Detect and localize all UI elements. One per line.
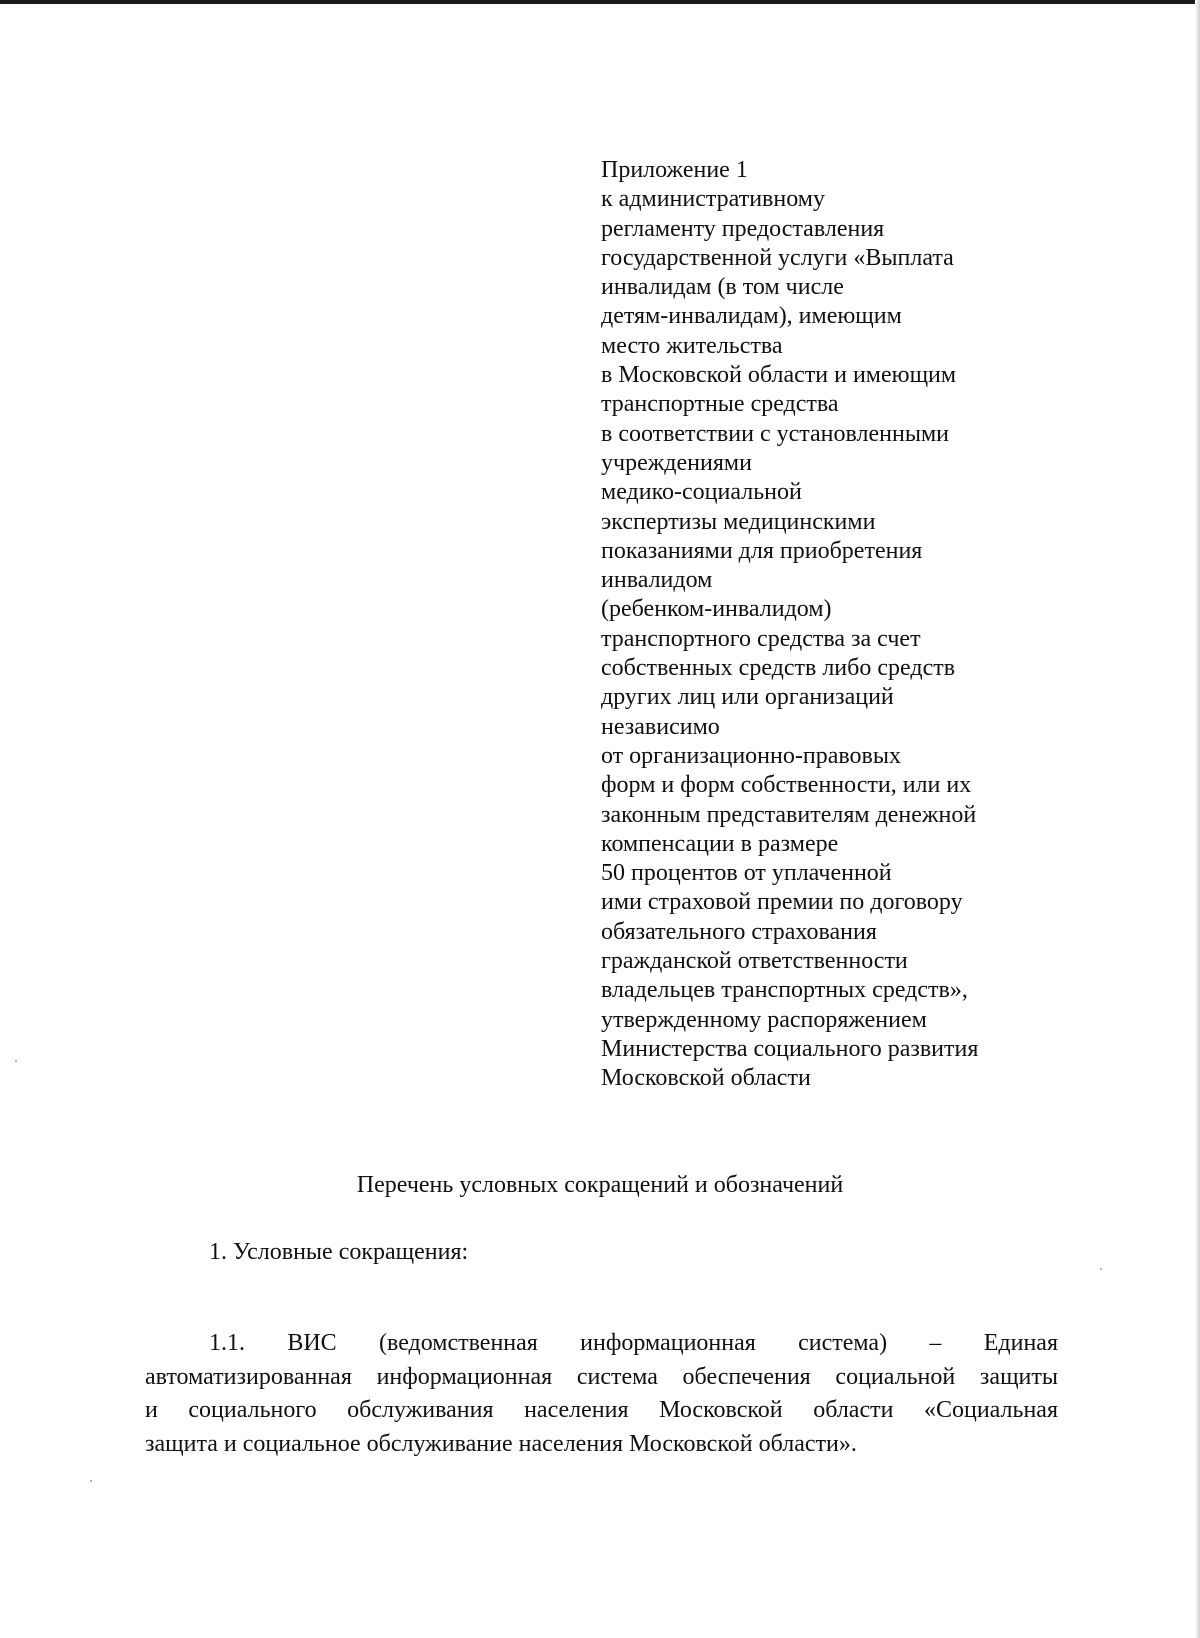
appendix-line: Приложение 1 [601, 157, 748, 183]
scan-top-edge [0, 0, 1200, 4]
definition-paragraph [145, 1327, 1058, 1461]
appendix-line: учреждениями [601, 449, 752, 476]
scan-speck [1100, 1268, 1102, 1270]
appendix-line: ими страховой премии по договору [601, 889, 963, 916]
appendix-line: экспертизы медицинскими [601, 508, 876, 535]
appendix-line: 50 процентов от уплаченной [601, 860, 892, 887]
definition-line: и социального обслуживания населения Московской области «Социальная [145, 1397, 1058, 1423]
appendix-line: показаниями для приобретения [601, 537, 923, 564]
appendix-line: место жительства [601, 332, 783, 359]
appendix-line: (ребенком-инвалидом) [601, 596, 832, 623]
appendix-line: гражданской ответственности [601, 948, 908, 975]
appendix-line: медико-социальной [601, 479, 802, 506]
appendix-line: от организационно-правовых [601, 742, 901, 769]
appendix-line: регламенту предоставления [601, 215, 885, 242]
appendix-line: Министерства социального развития [601, 1035, 979, 1062]
appendix-line: независимо [601, 713, 720, 740]
appendix-line: к административному [601, 186, 825, 213]
document-title: Перечень условных сокращений и обозначений [356, 1172, 844, 1198]
scan-speck [15, 1060, 17, 1062]
appendix-line: компенсации в размере [601, 830, 839, 857]
scan-right-edge [1195, 0, 1200, 1638]
appendix-line: государственной услуги «Выплата [601, 244, 954, 271]
appendix-line: в соответствии с установленными [601, 420, 950, 447]
section-heading: 1. Условные сокращения: [209, 1239, 469, 1265]
definition-line: автоматизированная информационная система обеспечения социальной защиты [145, 1363, 1058, 1390]
definition-line: 1.1. ВИС (ведомственная информационная система) – Единая [209, 1330, 1058, 1356]
appendix-line: законным представителям денежной [601, 801, 977, 828]
appendix-line: других лиц или организаций [601, 684, 894, 711]
appendix-line: в Московской области и имеющим [601, 362, 957, 389]
appendix-block [601, 156, 1041, 1094]
definition-line: защита и социальное обслуживание населения Московской области». [145, 1430, 857, 1457]
appendix-line: форм и форм собственности, или их [601, 772, 972, 799]
appendix-line: детям-инвалидам), имеющим [601, 303, 902, 330]
appendix-line: собственных средств либо средств [601, 655, 956, 682]
scan-speck [90, 1480, 92, 1482]
appendix-line: обязательного страхования [601, 918, 877, 945]
appendix-line: инвалидам (в том числе [601, 274, 844, 301]
appendix-line: Московской области [601, 1065, 811, 1092]
appendix-line: утвержденному распоряжением [601, 1006, 927, 1033]
appendix-line: транспортные средства [601, 391, 839, 418]
appendix-line: инвалидом [601, 567, 713, 594]
appendix-line: транспортного средства за счет [601, 625, 921, 652]
appendix-line: владельцев транспортных средств», [601, 977, 968, 1004]
